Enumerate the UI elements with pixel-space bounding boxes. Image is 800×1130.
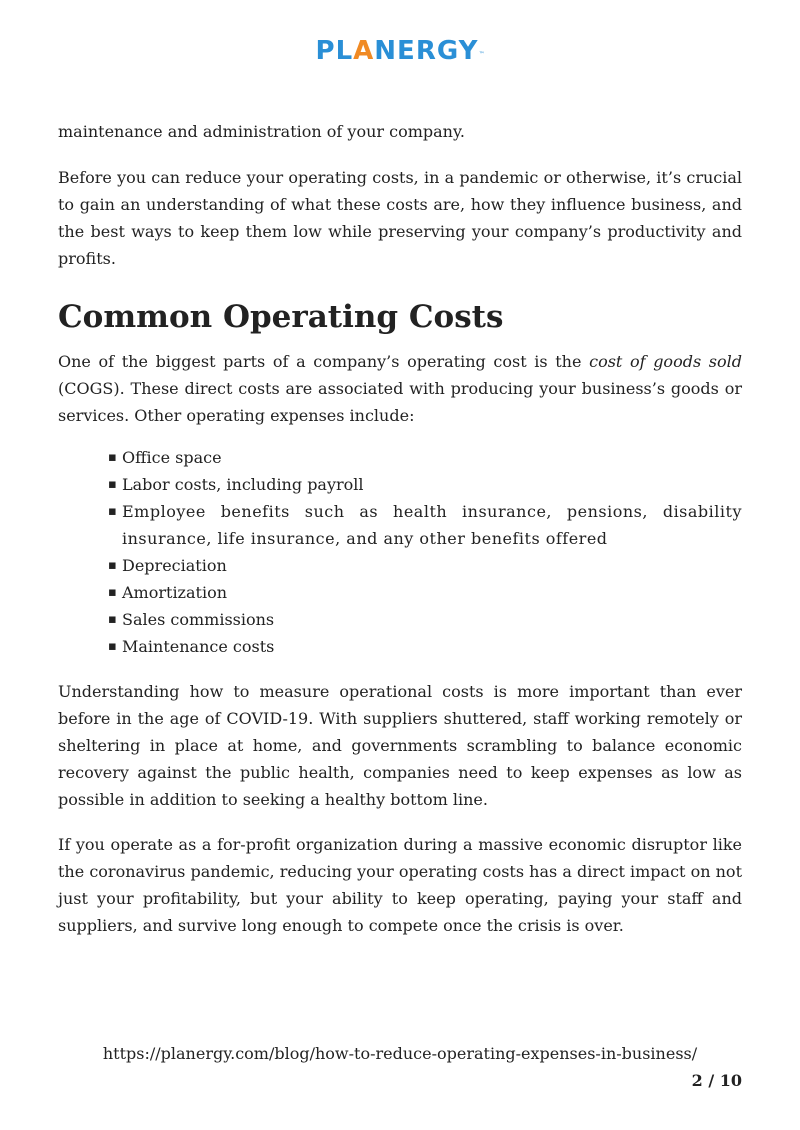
- list-item-text: Labor costs, including payroll: [122, 475, 364, 494]
- operating-expenses-list: [58, 444, 742, 660]
- paragraph-5: If you operate as a for-profit organization during a massive economic disruptor like the coronavirus pandemic, reducing your operating costs has a direct impact on not just your profitability, but your ability to keep operating, paying your staff and suppliers, and survive long enough to compete once the crisis is over.: [58, 835, 742, 935]
- list-item-text: Amortization: [122, 583, 228, 602]
- bullet-icon: ▪: [108, 585, 117, 600]
- bullet-icon: ▪: [108, 558, 117, 573]
- list-item: [108, 579, 742, 606]
- page-number: 2 / 10: [691, 1071, 742, 1090]
- bullet-icon: ▪: [108, 450, 117, 465]
- bullet-icon: ▪: [108, 477, 117, 492]
- list-item: [108, 552, 742, 579]
- paragraph-3: [58, 348, 742, 429]
- list-item-text: Maintenance costs: [122, 637, 275, 656]
- section-heading: Common Operating Costs: [58, 299, 504, 335]
- paragraph-4: Understanding how to measure operational costs is more important than ever before in the age of COVID-19. With suppliers shuttered, staff working remotely or sheltering in place at home, and governments scrambling to balance economic recovery against the public health, companies need to keep expenses as low as possible in addition to seeking a healthy bottom line.: [58, 682, 742, 809]
- bullet-icon: ▪: [108, 639, 117, 654]
- planergy-logo: [0, 36, 800, 66]
- list-item-text: Sales commissions: [122, 610, 275, 629]
- list-item: [108, 471, 742, 498]
- paragraph-2: Before you can reduce your operating costs, in a pandemic or otherwise, it’s crucial to gain an understanding of what these costs are, how they influence business, and the best ways to keep them low while preserving your company’s productivity and profits.: [58, 168, 742, 268]
- list-item-text: Employee benefits such as health insurance, pensions, disability insurance, life insurance, and any other benefits offered: [122, 502, 742, 548]
- article-content: [58, 118, 742, 957]
- bullet-icon: ▪: [108, 504, 118, 519]
- logo-text-a: A: [353, 36, 375, 66]
- paragraph-3-start: One of the biggest parts of a company’s operating cost is the: [58, 352, 590, 371]
- logo-trademark: ™: [478, 51, 485, 58]
- footer-url-link[interactable]: https://planergy.com/blog/how-to-reduce-operating-expenses-in-business/: [102, 1044, 698, 1063]
- list-item: [108, 444, 742, 471]
- list-item-text: Office space: [122, 448, 222, 467]
- paragraph-1: maintenance and administration of your company.: [58, 122, 465, 141]
- paragraph-3-emphasis: cost of goods sold: [589, 352, 743, 371]
- list-item: [108, 606, 742, 633]
- list-item: [108, 633, 742, 660]
- list-item: [108, 498, 742, 552]
- logo-text-pl: PL: [315, 36, 354, 66]
- list-item-text: Depreciation: [122, 556, 227, 575]
- bullet-icon: ▪: [108, 612, 117, 627]
- paragraph-3-end: (COGS). These direct costs are associated with producing your business’s goods or services. Other operating expenses include:: [58, 379, 742, 425]
- logo-text-nergy: NERGY: [374, 36, 479, 66]
